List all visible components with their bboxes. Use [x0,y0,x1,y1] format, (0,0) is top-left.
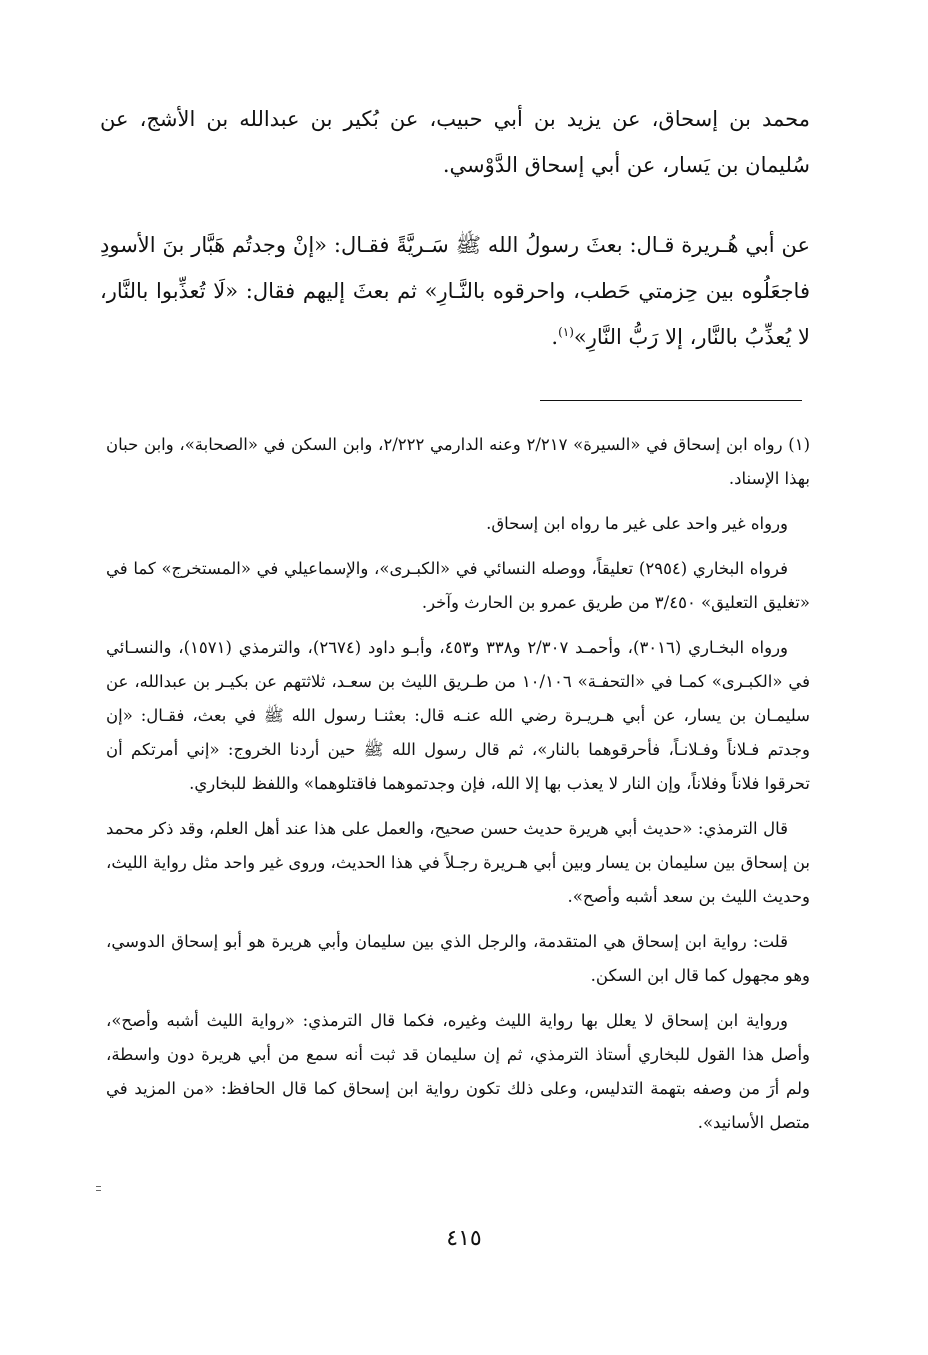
footnote-paragraph: ورواية ابن إسحاق لا يعلل بها رواية الليث وغيره، فكما قال الترمذي: «رواية الليث أشبه وأصح»، وأصل هذا القول للبخاري أستاذ الترمذي، ثم إن سليمان قد ثبت أنه سمع من أبي هريرة دون واسطة، ولم أرَ من وصفه بتهمة التدليس، وعلى ذلك تكون رواية ابن إسحاق كما قال الحافظ: «من المزيد في متصل الأسانيد». [106,1011,810,1132]
footnote-paragraph: ورواه غير واحد على غير ما رواه ابن إسحاق. [486,514,788,533]
footnote-paragraph: قلت: رواية ابن إسحاق هي المتقدمة، والرجل الذي بين سليمان وأبي هريرة هو أبو إسحاق الدوسي، وهو مجهول كما قال ابن السكن. [106,932,810,985]
footnotes-section [106,428,810,1151]
main-text-paragraph-2 [100,222,810,360]
footnote-paragraph: قال الترمذي: «حديث أبي هريرة حديث حسن صحيح، والعمل على هذا عند أهل العلم، وقد ذكر محمد بن إسحاق بين سليمان بن يسار وبين أبي هـريرة رجـلاً في هذا الحديث، وروى غير واحد مثل رواية الليث، وحديث الليث بن سعد أشبه وأصح». [106,819,810,906]
page-number: ٤١٥ [446,1226,482,1251]
footnote-marker: (١) [558,325,574,339]
scan-speck [96,1190,101,1191]
hadith-paragraph: عن أبي هُـريرة قـال: بعثَ رسولُ الله ﷺ سَـريَّةً فقـال: «إنْ وجدتُم هَبَّار بنَ الأسودِ فاجعَلُوه بين حِزمتي حَطب، واحرقوه بالنَّـارِ» ثم بعثَ إليهم فقال: «لَا تُعذِّبوا بالنَّار، لا يُعذِّبُ بالنَّار، إلا رَبُّ النَّارِ»$^{(١)}$. [100,233,810,349]
main-text-paragraph-1 [100,96,810,188]
isnad-paragraph: محمد بن إسحاق، عن يزيد بن أبي حبيب، عن بُكير بن عبدالله بن الأشج، عن سُليمان بن يَسار، عن أبي إسحاق الدَّوْسي. [100,107,810,177]
scan-speck [96,1186,101,1187]
footnote-divider [540,400,802,401]
footnote-paragraph: (١) رواه ابن إسحاق في «السيرة» ٢/٢١٧ وعنه الدارمي ٢/٢٢٢، وابن السكن في «الصحابة»، وابن حبان بهذا الإسناد. [106,435,810,488]
footnote-paragraph: ورواه البخـاري (٣٠١٦)، وأحمـد ٢/٣٠٧ و٣٣٨ و٤٥٣، وأبـو داود (٢٦٧٤)، والترمذي (١٥٧١)، والنسـائي في «الكبـرى» كمـا في «التحفـة» ١٠/١٠٦ من طـريق الليث بن سعـد، ثلاثتهم عن بكيـر بن عبدالله، عن سليمـان بن يسار، عن أبي هـريـرة رضي الله عنـه قال: بعثنـا رسول الله ﷺ في بعث، فقـال: «إن وجدتم فـلاناً وفـلانـاً، فأحرقوهما بالنار»، ثم قال رسول الله ﷺ حين أردنا الخروج: «إني أمرتكم أن تحرقوا فلاناً وفلاناً، وإن النار لا يعذب بها إلا الله، فإن وجدتموهما فاقتلوهما» واللفظ للبخاري. [106,638,810,793]
footnote-paragraph: فرواه البخاري (٢٩٥٤) تعليقاً، ووصله النسائي في «الكبـرى»، والإسماعيلي في «المستخرج» كما في «تغليق التعليق» ٣/٤٥٠ من طريق عمرو بن الحارث وآخر. [106,559,810,612]
hadith-text: عن أبي هُـريرة قـال: بعثَ رسولُ الله ﷺ سَـريَّةً فقـال: «إنْ وجدتُم هَبَّار بنَ الأسودِ فاجعَلُوه بين حِزمتي حَطب، واحرقوه بالنَّـارِ» ثم بعثَ إليهم فقال: «لَا تُعذِّبوا بالنَّار، لا يُعذِّبُ بالنَّار، إلا رَبُّ النَّارِ» [100,233,810,349]
